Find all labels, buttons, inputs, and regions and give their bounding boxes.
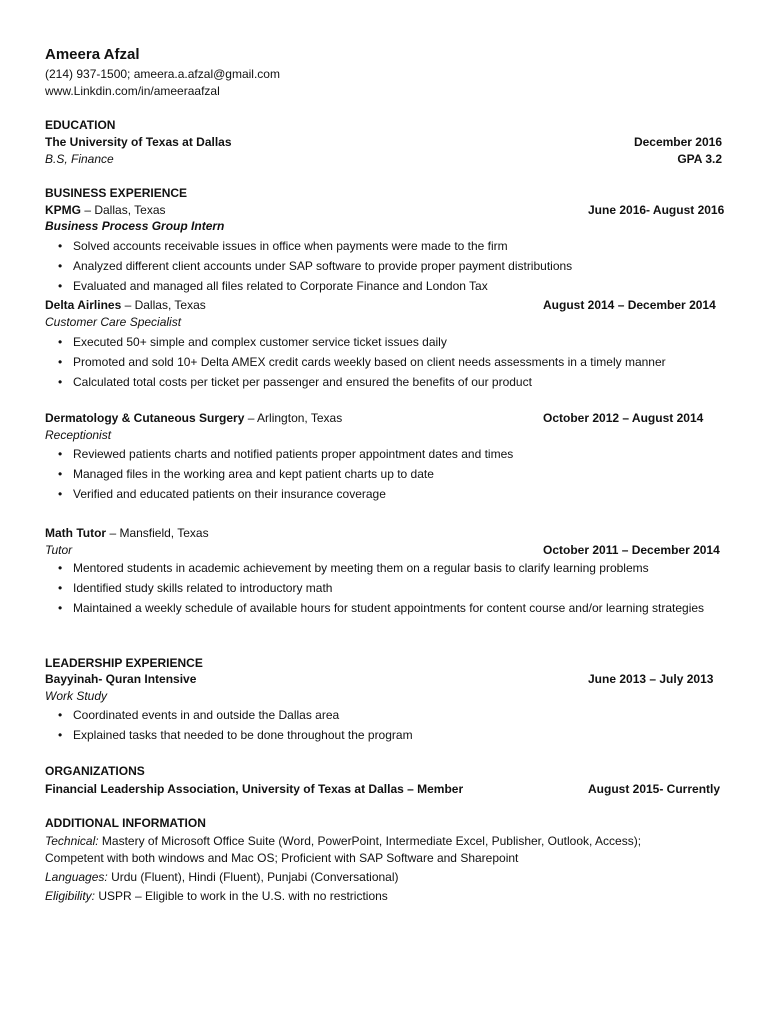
technical-line [45, 834, 641, 849]
list-item: • Reviewed patients charts and notified patients proper appointment dates and times [73, 446, 713, 462]
list-item: • Solved accounts receivable issues in office when payments were made to the firm [73, 238, 713, 254]
organizations-heading: ORGANIZATIONS [45, 764, 145, 778]
languages-text: Urdu (Fluent), Hindi (Fluent), Punjabi (Conversational) [107, 870, 399, 884]
job-date: October 2012 – August 2014 [543, 411, 704, 425]
list-item: • Promoted and sold 10+ Delta AMEX credit cards weekly based on client needs assessments in a timely manner [73, 354, 713, 370]
technical-text-2: Competent with both windows and Mac OS; Proficient with SAP Software and Sharepoint [45, 851, 519, 865]
leadership-org: Bayyinah- Quran Intensive [45, 672, 197, 686]
job-title-line [45, 411, 342, 426]
job-role: Business Process Group Intern [45, 219, 225, 233]
education-date: December 2016 [633, 135, 722, 149]
eligibility-label: Eligibility: [45, 889, 96, 903]
job-date: June 2016- August 2016 [588, 203, 725, 217]
organization-entry: Financial Leadership Association, University of Texas at Dallas – Member [45, 782, 464, 796]
list-item: • Verified and educated patients on their insurance coverage [73, 486, 713, 502]
eligibility-line [45, 889, 388, 904]
list-item: • Calculated total costs per ticket per passenger and ensured the benefits of our product [73, 374, 713, 390]
contact-line: (214) 937-1500; ameera.a.afzal@gmail.com [45, 67, 280, 81]
list-item: • Mentored students in academic achievement by meeting them on a regular basis to clarify learning problems [73, 560, 713, 576]
leadership-date: June 2013 – July 2013 [588, 672, 714, 686]
job-location: – Dallas, Texas [121, 298, 206, 312]
business-heading: BUSINESS EXPERIENCE [45, 186, 188, 200]
list-item: • Maintained a weekly schedule of available hours for student appointments for content course and/or learning strategies [73, 600, 713, 616]
education-heading: EDUCATION [45, 118, 116, 132]
education-gpa: GPA 3.2 [677, 152, 722, 166]
job-employer: Delta Airlines [45, 298, 122, 312]
technical-text: Mastery of Microsoft Office Suite (Word, PowerPoint, Intermediate Excel, Publisher, Outlook, Access); [98, 834, 642, 848]
job-location: – Arlington, Texas [244, 411, 343, 425]
job-employer: KPMG [45, 203, 81, 217]
list-item: • Evaluated and managed all files related to Corporate Finance and London Tax [73, 278, 713, 294]
job-title-line [45, 203, 166, 218]
leadership-role: Work Study [45, 689, 108, 703]
list-item: • Analyzed different client accounts under SAP software to provide proper payment distributions [73, 258, 713, 274]
job-date: August 2014 – December 2014 [543, 298, 716, 312]
job-title-line [45, 526, 209, 541]
job-location: – Dallas, Texas [81, 203, 166, 217]
linkedin-url: www.Linkdin.com/in/ameeraafzal [45, 84, 220, 98]
eligibility-text: USPR – Eligible to work in the U.S. with no restrictions [95, 889, 388, 903]
job-role: Tutor [45, 543, 73, 557]
candidate-name: Ameera Afzal [45, 46, 140, 63]
job-role: Customer Care Specialist [45, 315, 182, 329]
education-school: The University of Texas at Dallas [45, 135, 232, 149]
technical-label: Technical: [45, 834, 99, 848]
list-item: • Identified study skills related to introductory math [73, 580, 713, 596]
organization-date: August 2015- Currently [588, 782, 721, 796]
job-employer: Dermatology & Cutaneous Surgery [45, 411, 245, 425]
education-degree: B.S, Finance [45, 152, 114, 166]
additional-heading: ADDITIONAL INFORMATION [45, 816, 206, 830]
languages-line [45, 870, 399, 885]
languages-label: Languages: [45, 870, 108, 884]
job-employer: Math Tutor [45, 526, 107, 540]
list-item: • Explained tasks that needed to be done throughout the program [73, 727, 713, 743]
job-location: – Mansfield, Texas [106, 526, 209, 540]
job-date: October 2011 – December 2014 [543, 543, 720, 557]
job-title-line [45, 298, 206, 313]
leadership-heading: LEADERSHIP EXPERIENCE [45, 656, 203, 670]
list-item: • Executed 50+ simple and complex customer service ticket issues daily [73, 334, 713, 350]
list-item: • Managed files in the working area and kept patient charts up to date [73, 466, 713, 482]
list-item: • Coordinated events in and outside the Dallas area [73, 707, 713, 723]
job-role: Receptionist [45, 428, 112, 442]
